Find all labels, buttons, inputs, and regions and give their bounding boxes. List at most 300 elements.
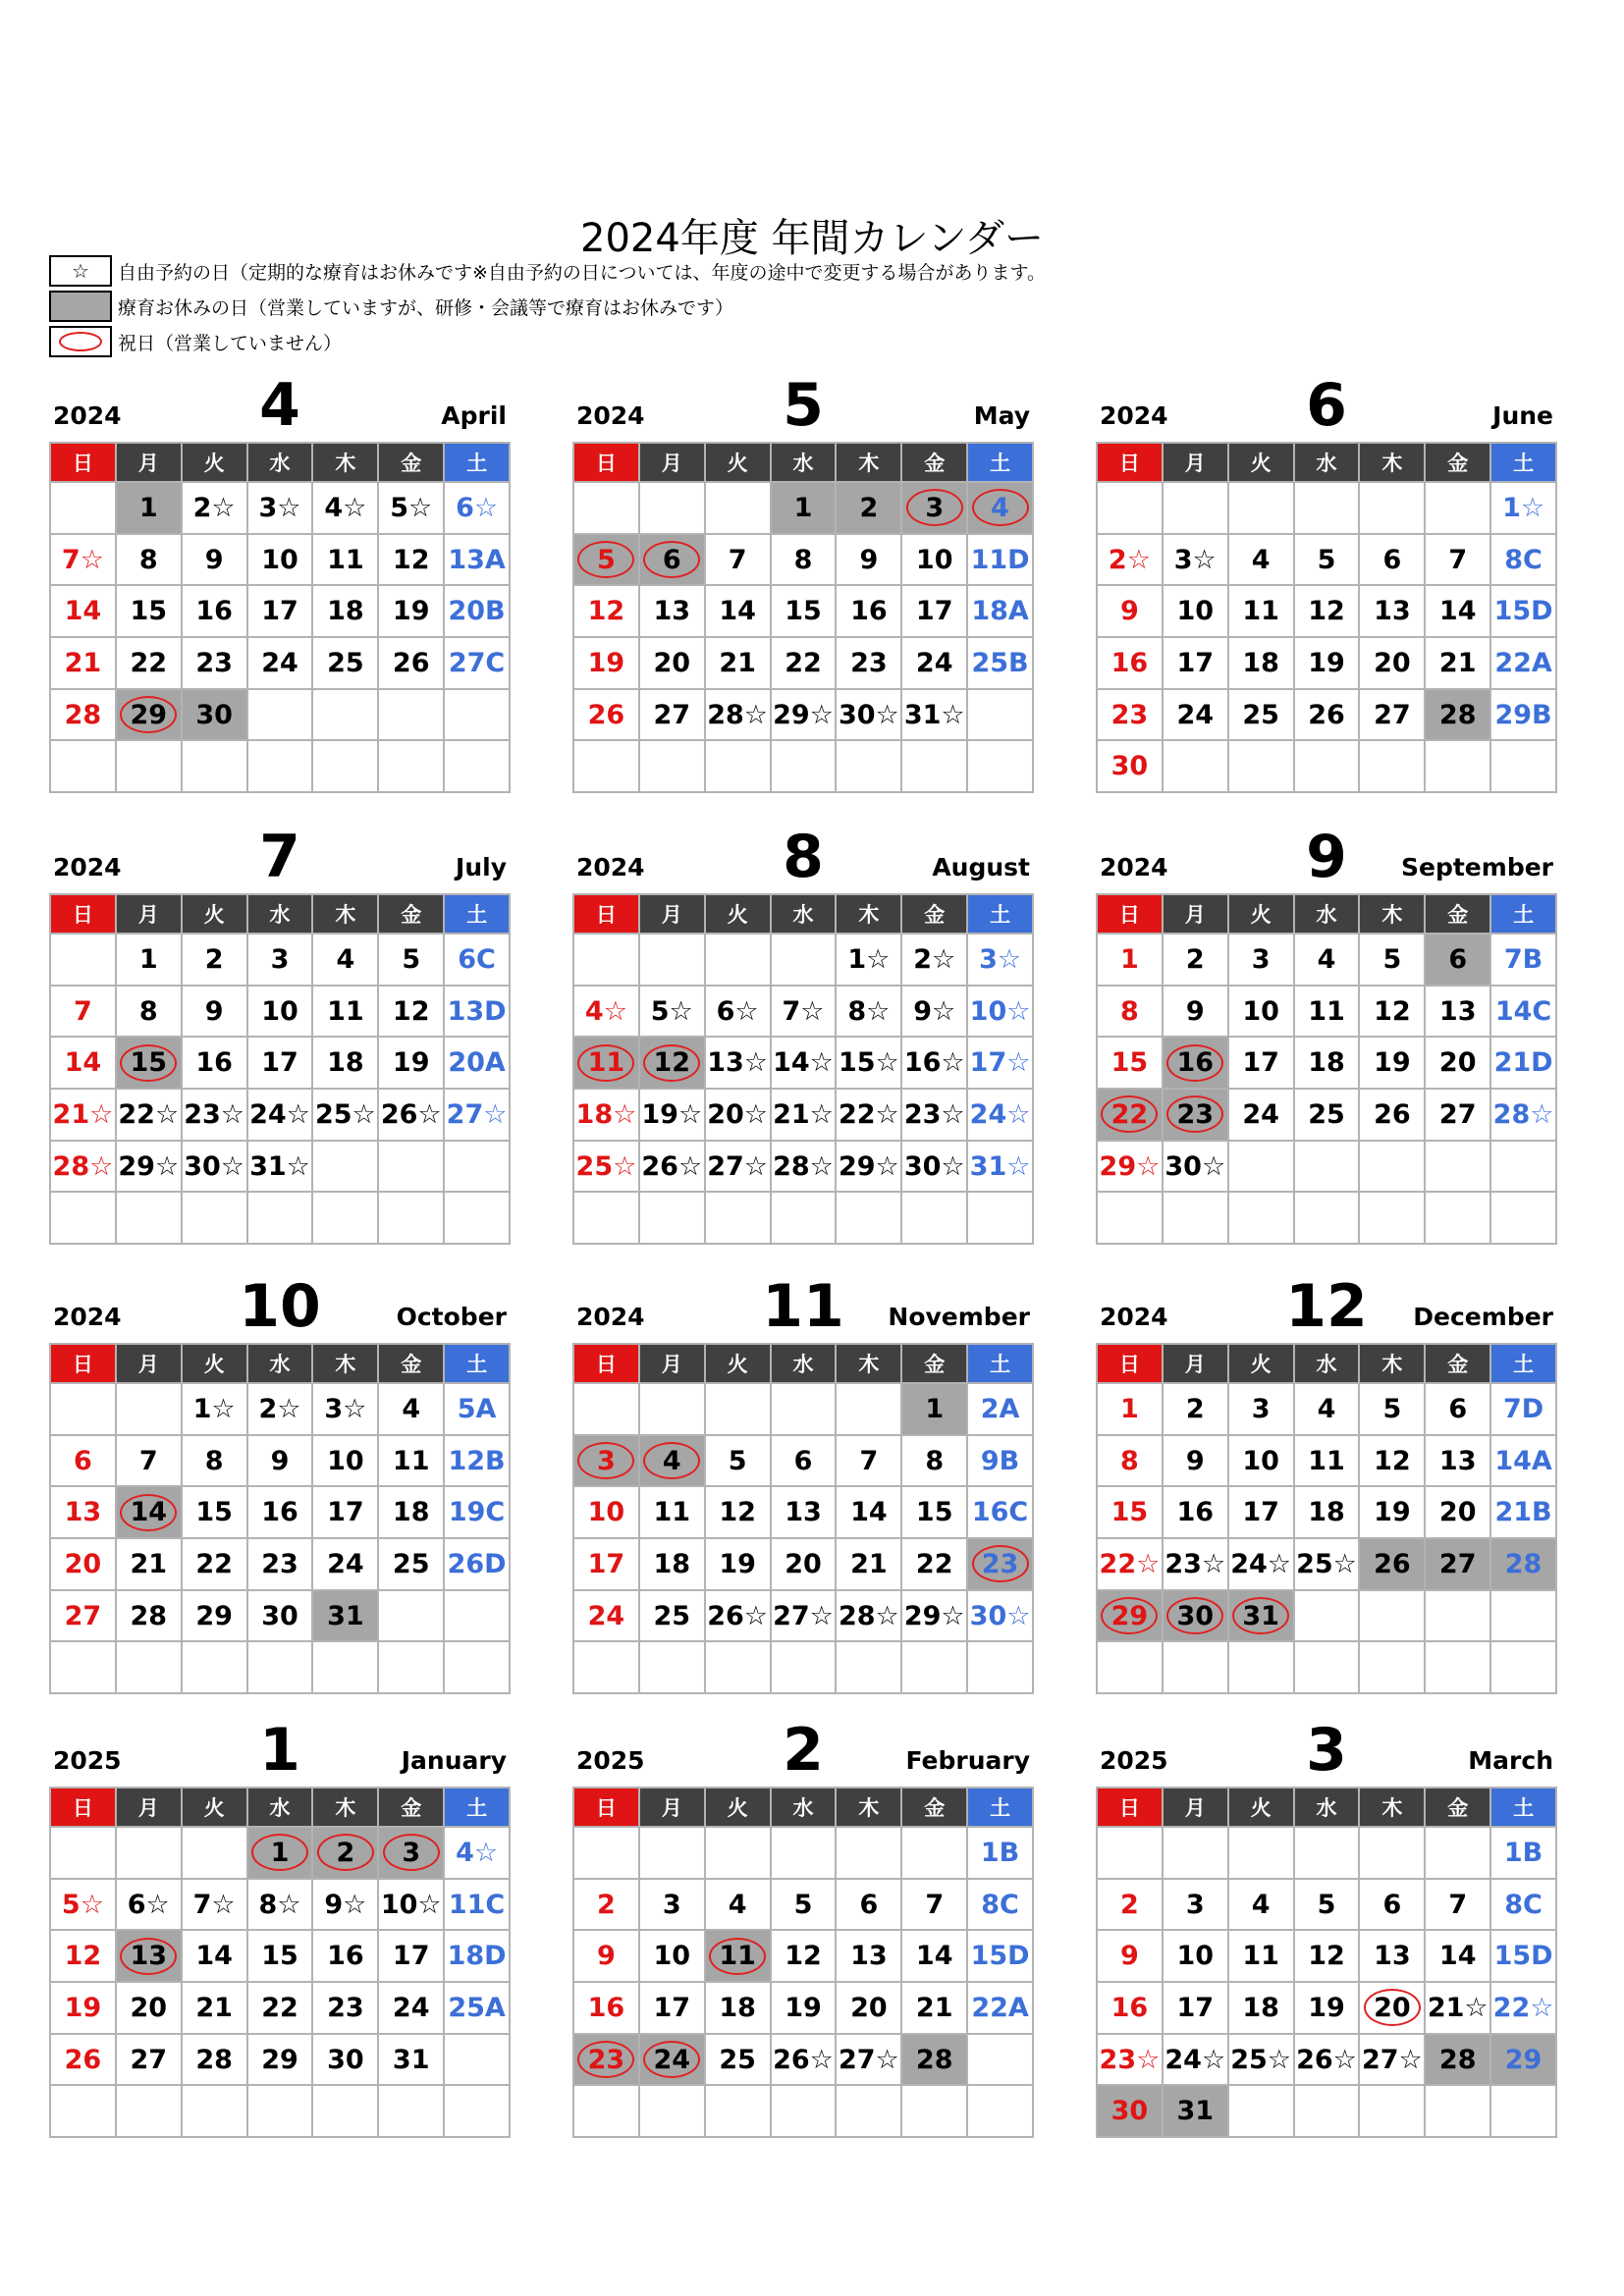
day-label: 20 [1438,1497,1477,1528]
day-label: 10 [261,995,298,1027]
day-cell [1164,1880,1229,1932]
weekday-header: 土 [445,444,511,483]
day-label: 20☆ [707,1098,769,1130]
day-label: 23☆ [1164,1548,1226,1579]
month-number: 2 [783,1716,824,1785]
empty-cell [379,1642,445,1694]
day-cell [313,586,379,638]
day-cell [1098,690,1164,742]
day-label: 21☆ [773,1098,834,1130]
day-label: 24 [392,1992,430,2023]
day-cell [248,1142,314,1194]
day-cell [837,586,902,638]
day-cell [1229,1539,1295,1591]
day-cell [1426,1880,1491,1932]
day-label: 19 [1308,1992,1345,2023]
day-label: 24☆ [1164,2044,1226,2075]
day-cell [968,1038,1034,1090]
day-cell [902,1591,968,1643]
day-cell [1229,1983,1295,2035]
day-label: 14 [130,1497,168,1528]
weekday-header: 月 [117,895,183,934]
day-cell [183,1038,248,1090]
day-label: 27 [130,2044,168,2075]
day-cell [51,690,117,742]
day-label: 6 [662,544,681,575]
day-cell [1295,638,1361,690]
day-label: 18 [327,1047,364,1079]
day-label: 14 [1438,596,1477,627]
day-cell [445,1487,511,1539]
day-cell [183,586,248,638]
day-cell [183,1436,248,1488]
day-label: 22☆ [1099,1548,1161,1579]
day-cell [1491,1038,1557,1090]
empty-cell [574,1193,640,1245]
day-cell [837,1591,902,1643]
day-label: 24 [915,647,953,678]
weekday-header: 木 [1360,1345,1426,1384]
day-cell [1360,535,1426,587]
day-cell [1426,690,1491,742]
day-label: 8 [1120,1445,1139,1476]
month-number: 1 [259,1716,300,1785]
day-label: 14 [64,1047,102,1079]
day-label: 14 [195,1941,233,1972]
empty-cell [1164,741,1229,793]
day-cell [1491,1090,1557,1142]
day-cell [248,1828,314,1880]
day-cell [379,586,445,638]
day-label: 28☆ [1492,1098,1554,1130]
day-label: 20 [64,1548,102,1579]
day-label: 11D [970,544,1030,575]
day-cell [706,987,772,1039]
empty-cell [445,1591,511,1643]
weekday-header: 日 [1098,1345,1164,1384]
day-cell [837,1539,902,1591]
weekday-header: 土 [968,1789,1034,1828]
day-cell [902,586,968,638]
day-cell [1491,586,1557,638]
legend-row-holiday [49,324,1046,359]
day-label: 9 [204,544,224,575]
empty-cell [640,1384,706,1436]
day-cell [445,934,511,987]
month-name-en: January [401,1746,507,1775]
day-cell [379,1487,445,1539]
empty-cell [248,1193,314,1245]
weekday-header: 月 [117,444,183,483]
weekday-header: 月 [1164,1345,1229,1384]
day-label: 12B [448,1445,506,1476]
empty-cell [1360,1142,1426,1194]
empty-cell [837,1642,902,1694]
day-label: 4 [1317,1393,1336,1424]
empty-cell [1164,1828,1229,1880]
day-cell [1426,1436,1491,1488]
day-cell [1295,1038,1361,1090]
day-cell [902,1539,968,1591]
day-cell [1229,690,1295,742]
empty-cell [1229,483,1295,535]
day-cell [445,1539,511,1591]
day-label: 3 [270,943,290,975]
day-label: 2☆ [1108,544,1151,575]
day-label: 8 [793,544,813,575]
day-cell [117,1038,183,1090]
day-cell [445,1983,511,2035]
empty-cell [1295,1193,1361,1245]
empty-cell [379,1591,445,1643]
day-label: 27☆ [707,1150,769,1182]
day-label: 24 [327,1548,364,1579]
day-label: 7 [1448,1889,1468,1920]
day-label: 22 [261,1992,298,2023]
empty-cell [1295,2086,1361,2138]
day-cell [1360,586,1426,638]
day-label: 3 [1251,943,1271,975]
empty-cell [902,1828,968,1880]
day-cell [379,483,445,535]
day-label: 1B [980,1837,1020,1868]
legend-star-swatch [49,255,112,287]
empty-cell [445,1142,511,1194]
day-cell [1426,638,1491,690]
day-cell [1229,1038,1295,1090]
day-cell [772,1931,838,1983]
day-label: 19C [448,1497,506,1528]
day-label: 28☆ [773,1150,834,1182]
weekday-header: 日 [51,444,117,483]
day-label: 9 [1185,1445,1205,1476]
day-label: 10 [1242,995,1279,1027]
empty-cell [313,1642,379,1694]
empty-cell [968,1193,1034,1245]
day-label: 23☆ [184,1098,245,1130]
day-label: 24 [261,647,298,678]
day-label: 26☆ [707,1600,769,1631]
empty-cell [1491,1591,1557,1643]
day-label: 24 [653,2044,691,2075]
day-label: 21 [130,1548,168,1579]
day-cell [706,1539,772,1591]
day-cell [640,1436,706,1488]
weekday-header: 日 [51,1789,117,1828]
day-label: 29☆ [1099,1150,1161,1182]
day-cell [379,1090,445,1142]
empty-cell [640,483,706,535]
weekday-header: 水 [248,1345,314,1384]
empty-cell [968,2035,1034,2087]
day-cell [706,1436,772,1488]
empty-cell [574,2086,640,2138]
day-label: 23 [261,1548,298,1579]
day-label: 2 [597,1889,616,1920]
day-cell [1426,1487,1491,1539]
month-name-en: May [973,401,1030,430]
day-label: 10 [327,1445,364,1476]
day-label: 30☆ [903,1150,965,1182]
day-label: 19 [785,1992,822,2023]
day-cell [1229,535,1295,587]
day-label: 12 [1374,1445,1411,1476]
day-label: 7 [925,1889,945,1920]
empty-cell [1098,1193,1164,1245]
day-cell [1360,987,1426,1039]
empty-cell [379,1193,445,1245]
day-label: 28☆ [838,1600,899,1631]
day-cell [968,1384,1034,1436]
day-cell [640,1090,706,1142]
empty-cell [248,1642,314,1694]
day-label: 25A [448,1992,506,2023]
day-cell [51,535,117,587]
day-cell [51,1983,117,2035]
empty-cell [1295,1142,1361,1194]
day-label: 21 [719,647,756,678]
empty-cell [1295,1828,1361,1880]
empty-cell [51,1193,117,1245]
day-label: 1B [1503,1837,1543,1868]
day-cell [117,934,183,987]
day-label: 17 [915,596,953,627]
day-label: 30 [261,1600,298,1631]
day-cell [248,638,314,690]
day-label: 13 [130,1941,168,1972]
day-cell [1360,1880,1426,1932]
day-cell [1229,2035,1295,2087]
day-cell [1164,535,1229,587]
day-label: 16 [195,1047,233,1079]
day-cell [1164,2086,1229,2138]
weekday-header: 月 [1164,1789,1229,1828]
month-year: 2024 [576,1303,645,1331]
day-label: 2☆ [192,492,236,523]
day-label: 18☆ [575,1098,637,1130]
day-cell [772,690,838,742]
day-label: 20 [1374,1992,1411,2023]
day-label: 2 [1120,1889,1139,1920]
month-number: 7 [259,823,300,891]
day-label: 14C [1494,995,1552,1027]
day-label: 3 [662,1889,681,1920]
day-cell [248,1983,314,2035]
day-cell [837,1880,902,1932]
day-label: 20B [448,596,506,627]
day-label: 7☆ [192,1889,236,1920]
day-label: 9☆ [324,1889,367,1920]
day-cell [837,1931,902,1983]
day-cell [183,987,248,1039]
day-cell [379,934,445,987]
empty-cell [640,741,706,793]
weekday-header: 金 [1426,1789,1491,1828]
page-title: 2024年度 年間カレンダー [580,215,1044,261]
day-label: 22☆ [838,1098,899,1130]
day-cell [706,1591,772,1643]
month-grid [1096,1343,1557,1694]
day-label: 14 [64,596,102,627]
day-cell [117,1487,183,1539]
empty-cell [968,1642,1034,1694]
day-cell [313,1038,379,1090]
day-cell [1229,638,1295,690]
day-cell [902,934,968,987]
empty-cell [640,1642,706,1694]
day-cell [837,934,902,987]
day-label: 30 [327,2044,364,2075]
day-label: 18 [327,596,364,627]
day-cell [1164,690,1229,742]
day-label: 14 [719,596,756,627]
empty-cell [772,1828,838,1880]
day-cell [1295,987,1361,1039]
day-label: 11 [1242,1941,1279,1972]
day-cell [1164,1038,1229,1090]
day-label: 29 [261,2044,298,2075]
month-grid [49,1787,511,2138]
weekday-header: 火 [183,1345,248,1384]
empty-cell [837,1828,902,1880]
day-label: 2☆ [913,943,956,975]
day-cell [772,1983,838,2035]
empty-cell [313,741,379,793]
empty-cell [1360,1193,1426,1245]
day-label: 14 [1438,1941,1477,1972]
day-label: 5 [728,1445,747,1476]
empty-cell [379,741,445,793]
weekday-header: 火 [1229,1345,1295,1384]
day-cell [183,1384,248,1436]
weekday-header: 木 [313,444,379,483]
weekday-header: 木 [313,1345,379,1384]
weekday-header: 火 [706,444,772,483]
empty-cell [445,690,511,742]
day-cell [1360,1038,1426,1090]
day-cell [183,1539,248,1591]
day-label: 27☆ [773,1600,834,1631]
day-label: 12 [1308,596,1345,627]
day-cell [706,1487,772,1539]
empty-cell [968,741,1034,793]
day-cell [1164,1090,1229,1142]
day-label: 1 [1120,1393,1139,1424]
weekday-header: 日 [51,895,117,934]
day-label: 27 [1438,1098,1477,1130]
month-number: 8 [783,823,824,891]
day-cell [772,1090,838,1142]
day-label: 25☆ [314,1098,376,1130]
empty-cell [772,934,838,987]
day-cell [1098,1090,1164,1142]
day-cell [379,1539,445,1591]
empty-cell [117,2086,183,2138]
weekday-header: 火 [706,1345,772,1384]
day-label: 19 [392,596,430,627]
day-cell [1098,1591,1164,1643]
month-name-en: September [1401,853,1553,881]
day-cell [445,1828,511,1880]
weekday-header: 水 [248,895,314,934]
day-label: 30 [195,699,233,730]
day-cell [837,535,902,587]
day-cell [772,586,838,638]
day-cell [183,1487,248,1539]
day-label: 25 [719,2044,756,2075]
day-label: 26 [64,2044,102,2075]
day-label: 11 [327,995,364,1027]
weekday-header: 水 [1295,895,1361,934]
day-label: 19 [719,1548,756,1579]
empty-cell [1295,1642,1361,1694]
day-label: 5 [1317,544,1336,575]
day-label: 3 [402,1837,421,1868]
empty-cell [1295,741,1361,793]
day-label: 13 [785,1497,822,1528]
day-label: 18 [719,1992,756,2023]
day-label: 5 [793,1889,813,1920]
month-header [49,1716,511,1787]
day-cell [1360,1090,1426,1142]
day-label: 15D [1493,596,1553,627]
day-label: 14 [850,1497,888,1528]
empty-cell [706,1384,772,1436]
month-name-en: April [441,401,507,430]
empty-cell [1229,1193,1295,1245]
day-label: 13 [64,1497,102,1528]
day-cell [706,690,772,742]
empty-cell [1426,1642,1491,1694]
day-label: 14 [915,1941,953,1972]
month-header [572,371,1034,442]
empty-cell [248,741,314,793]
day-cell [445,1384,511,1436]
day-cell [1491,1828,1557,1880]
weekday-header: 水 [772,444,838,483]
month-calendar [572,1272,1034,1694]
weekday-header: 月 [640,444,706,483]
day-label: 9 [1185,995,1205,1027]
month-name-en: December [1413,1303,1553,1331]
day-cell [1295,934,1361,987]
month-year: 2024 [576,853,645,881]
day-label: 6C [458,943,496,975]
day-label: 12 [392,995,430,1027]
day-cell [902,2035,968,2087]
empty-cell [968,690,1034,742]
day-label: 13☆ [707,1047,769,1079]
day-label: 7 [74,995,92,1027]
day-label: 19 [64,1992,102,2023]
day-cell [183,2035,248,2087]
day-label: 17 [327,1497,364,1528]
day-cell [574,1436,640,1488]
day-cell [1229,1384,1295,1436]
day-label: 18 [1308,1047,1345,1079]
day-label: 21B [1494,1497,1552,1528]
empty-cell [706,1193,772,1245]
weekday-header: 火 [706,895,772,934]
day-cell [902,1931,968,1983]
day-cell [968,586,1034,638]
day-cell [706,1931,772,1983]
empty-cell [706,934,772,987]
empty-cell [379,690,445,742]
day-label: 6 [74,1445,92,1476]
day-label: 4 [1251,1889,1271,1920]
day-label: 11 [653,1497,691,1528]
